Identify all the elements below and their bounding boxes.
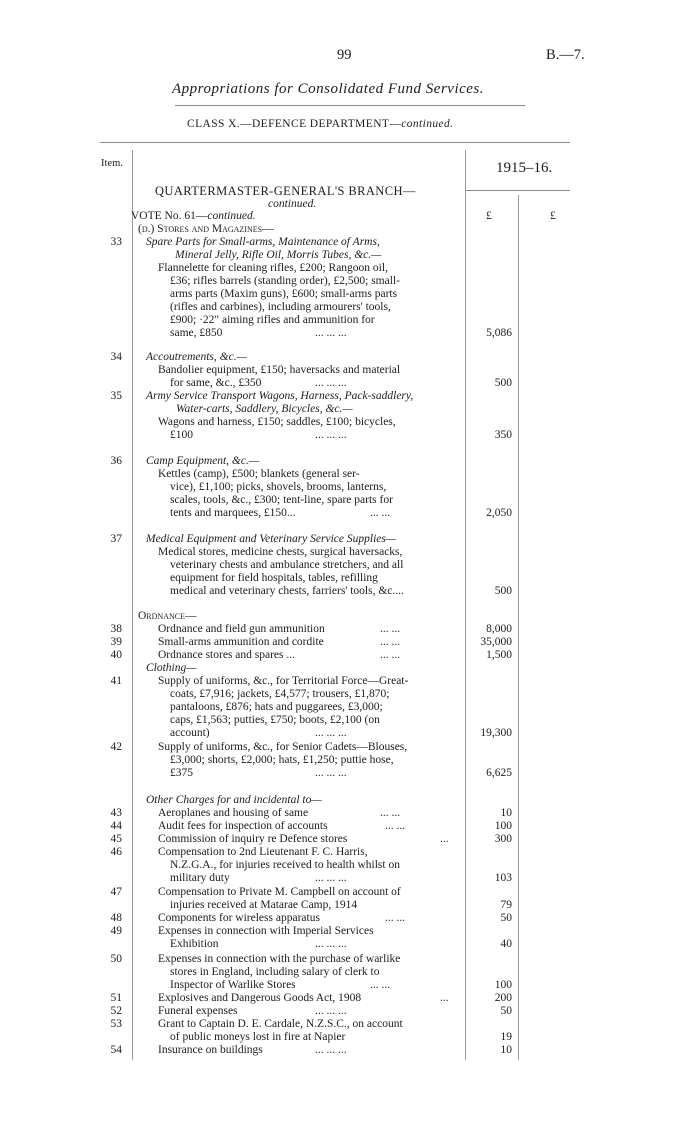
- item-text-line: Bandolier equipment, £150; haversacks and material: [158, 364, 401, 376]
- item-number: 42: [110, 741, 122, 753]
- year-column-heading: 1915–16.: [496, 160, 553, 176]
- vote-heading: [131, 210, 256, 222]
- dot-leader: ... ... ...: [315, 938, 347, 950]
- item-text-line: Insurance on buildings: [158, 1044, 263, 1056]
- dot-leader: ... ...: [380, 807, 401, 819]
- item-heading-line: Accoutrements, &c.—: [146, 351, 247, 363]
- item-text-line: military duty: [170, 872, 230, 884]
- dot-leader: ... ... ...: [315, 327, 347, 339]
- item-text-line: injuries received at Matarae Camp, 1914: [170, 899, 358, 911]
- other-charges-subhead: Other Charges for and incidental to—: [146, 794, 322, 806]
- item-amount: 100: [494, 820, 512, 832]
- dot-leader: ... ...: [385, 912, 406, 924]
- item-amount: 5,086: [486, 327, 512, 339]
- item-amount: 8,000: [486, 623, 512, 635]
- item-amount: 1,500: [486, 649, 512, 661]
- item-text-line: Ordnance stores and spares ...: [158, 649, 295, 661]
- dot-leader: ...: [440, 992, 449, 1004]
- item-number: 51: [110, 992, 122, 1004]
- item-amount: 10: [500, 807, 512, 819]
- item-amount: 100: [494, 979, 512, 991]
- item-amount: 79: [500, 899, 512, 911]
- item-text-line: coats, £7,916; jackets, £4,577; trousers, £1,870;: [170, 688, 390, 700]
- item-text-line: Wagons and harness, £150; saddles, £100; bicycles,: [158, 416, 396, 428]
- item-text-line: Compensation to 2nd Lieutenant F. C. Harris,: [158, 846, 368, 858]
- class-continued: continued.: [401, 118, 454, 130]
- item-text-line: Funeral expenses: [158, 1005, 238, 1017]
- dot-leader: ... ... ...: [315, 767, 347, 779]
- item-number: 41: [110, 675, 122, 687]
- item-text-line: tents and marquees, £150...: [170, 507, 296, 519]
- item-amount: 19,300: [480, 727, 512, 739]
- item-number: 54: [110, 1044, 122, 1056]
- dot-leader: ... ...: [370, 507, 391, 519]
- item-text-line: Flannelette for cleaning rifles, £200; Rangoon oil,: [158, 262, 388, 274]
- item-number: 33: [110, 236, 122, 248]
- item-text-line: Supply of uniforms, &c., for Senior Cadets—Blouses,: [158, 741, 408, 753]
- item-text-line: Supply of uniforms, &c., for Territorial Force—Great-: [158, 675, 409, 687]
- item-heading-line: Medical Equipment and Veterinary Service Supplies—: [146, 533, 397, 545]
- dot-leader: ... ...: [370, 979, 391, 991]
- item-amount: 350: [494, 429, 512, 441]
- item-amount: 50: [500, 1005, 512, 1017]
- item-text-line: Components for wireless apparatus: [158, 912, 320, 924]
- item-amount: 19: [500, 1031, 512, 1043]
- item-text-line: £36; rifles barrels (standing order), £2,500; small-: [170, 275, 400, 287]
- item-heading-line: Army Service Transport Wagons, Harness, Pack-saddlery,: [146, 390, 414, 402]
- dot-leader: ...: [440, 833, 449, 845]
- dot-leader: ... ...: [380, 636, 401, 648]
- amount-column-divider-mid: [518, 195, 519, 1060]
- item-amount: 500: [494, 585, 512, 597]
- item-column-label: Item.: [101, 158, 123, 169]
- item-text-line: Exhibition: [170, 938, 219, 950]
- item-text-line: £900; ·22" aiming rifles and ammunition for: [170, 314, 375, 326]
- header-rule: [100, 142, 570, 143]
- page-title: Appropriations for Consolidated Fund Services.: [172, 81, 485, 97]
- item-number: 50: [110, 953, 122, 965]
- item-text-line: Audit fees for inspection of accounts: [158, 820, 328, 832]
- page-reference: B.—7.: [546, 47, 585, 63]
- item-number: 48: [110, 912, 122, 924]
- item-text-line: Kettles (camp), £500; blankets (general ser-: [158, 468, 360, 480]
- item-text-line: vice), £1,100; picks, shovels, brooms, lanterns,: [170, 481, 387, 493]
- item-heading-line: Camp Equipment, &c.—: [146, 455, 260, 467]
- dot-leader: ... ...: [380, 623, 401, 635]
- item-text-line: veterinary chests and ambulance stretchers, and all: [170, 559, 404, 571]
- class-title: CLASS X.—DEFENCE DEPARTMENT—: [187, 118, 402, 130]
- item-text-line: Commission of inquiry re Defence stores: [158, 833, 348, 845]
- dot-leader: ... ... ...: [315, 727, 347, 739]
- item-text-line: medical and veterinary chests, farriers' tools, &c....: [170, 585, 404, 597]
- dot-leader: ... ...: [385, 820, 406, 832]
- item-number: 49: [110, 925, 122, 937]
- item-text-line: arms parts (Maxim guns), £600; small-arms parts: [170, 288, 398, 300]
- dot-leader: ... ...: [380, 649, 401, 661]
- pound-sign-2: £: [550, 210, 556, 222]
- item-text-line: equipment for field hospitals, tables, refilling: [170, 572, 378, 584]
- item-text-line: stores in England, including salary of clerk to: [170, 966, 380, 978]
- title-rule: [175, 105, 525, 106]
- item-number: 36: [110, 455, 122, 467]
- class-heading: [187, 118, 453, 130]
- item-text-line: Compensation to Private M. Campbell on account of: [158, 886, 401, 898]
- item-number: 52: [110, 1005, 122, 1017]
- pound-sign-1: £: [486, 210, 492, 222]
- item-number: 39: [110, 636, 122, 648]
- dot-leader: ... ... ...: [315, 872, 347, 884]
- item-text-line: account): [170, 727, 210, 739]
- item-amount: 300: [494, 833, 512, 845]
- item-text-line: £100: [170, 429, 193, 441]
- item-column-divider: [132, 150, 133, 1060]
- item-number: 44: [110, 820, 122, 832]
- dot-leader: ... ... ...: [315, 1005, 347, 1017]
- item-heading-line: Mineral Jelly, Rifle Oil, Morris Tubes, &c.—: [175, 249, 382, 261]
- clothing-subhead: Clothing—: [146, 662, 197, 674]
- item-number: 40: [110, 649, 122, 661]
- ordnance-subhead: Ordnance—: [138, 610, 197, 622]
- item-text-line: Inspector of Warlike Stores: [170, 979, 296, 991]
- item-number: 38: [110, 623, 122, 635]
- item-amount: 35,000: [480, 636, 512, 648]
- item-text-line: scales, tools, &c., £300; tent-line, spare parts for: [170, 494, 393, 506]
- item-amount: 10: [500, 1044, 512, 1056]
- item-text-line: for same, &c., £350: [170, 377, 262, 389]
- page-number: 99: [337, 47, 352, 63]
- item-text-line: Grant to Captain D. E. Cardale, N.Z.S.C., on account: [158, 1018, 403, 1030]
- item-text-line: £375: [170, 767, 193, 779]
- vote-continued: continued.: [207, 210, 256, 222]
- branch-continued: continued.: [268, 198, 317, 210]
- item-text-line: Small-arms ammunition and cordite: [158, 636, 324, 648]
- item-number: 46: [110, 846, 122, 858]
- item-number: 43: [110, 807, 122, 819]
- item-amount: 2,050: [486, 507, 512, 519]
- item-text-line: (rifles and carbines), including armourers' tools,: [170, 301, 391, 313]
- item-text-line: Ordnance and field gun ammunition: [158, 623, 325, 635]
- item-heading-line: Water-carts, Saddlery, Bicycles, &c.—: [176, 403, 353, 415]
- item-amount: 500: [494, 377, 512, 389]
- item-text-line: Expenses in connection with the purchase of warlike: [158, 953, 401, 965]
- branch-title: QUARTERMASTER-GENERAL'S BRANCH—: [155, 184, 416, 198]
- item-text-line: same, £850: [170, 327, 223, 339]
- item-text-line: Explosives and Dangerous Goods Act, 1908: [158, 992, 362, 1004]
- item-text-line: caps, £1,563; putties, £750; boots, £2,100 (on: [170, 714, 380, 726]
- vote-number: VOTE No. 61—: [131, 210, 208, 222]
- item-number: 47: [110, 886, 122, 898]
- item-number: 45: [110, 833, 122, 845]
- item-heading-line: Spare Parts for Small-arms, Maintenance of Arms,: [146, 236, 380, 248]
- dot-leader: ... ... ...: [315, 1044, 347, 1056]
- item-text-line: of public moneys lost in fire at Napier: [170, 1031, 346, 1043]
- item-number: 53: [110, 1018, 122, 1030]
- item-text-line: £3,000; shorts, £2,000; hats, £1,250; puttie hose,: [170, 754, 394, 766]
- item-number: 37: [110, 533, 122, 545]
- dot-leader: ... ... ...: [315, 377, 347, 389]
- dot-leader: ... ... ...: [315, 429, 347, 441]
- item-amount: 6,625: [486, 767, 512, 779]
- item-amount: 50: [500, 912, 512, 924]
- item-number: 35: [110, 390, 122, 402]
- item-amount: 103: [494, 872, 512, 884]
- item-number: 34: [110, 351, 122, 363]
- item-text-line: N.Z.G.A., for injuries received to health whilst on: [170, 859, 400, 871]
- item-amount: 40: [500, 938, 512, 950]
- stores-subhead: (d.) Stores and Magazines—: [138, 223, 274, 235]
- item-amount: 200: [494, 992, 512, 1004]
- item-text-line: Medical stores, medicine chests, surgical haversacks,: [158, 546, 403, 558]
- year-rule: [466, 190, 570, 191]
- item-text-line: Expenses in connection with Imperial Services: [158, 925, 374, 937]
- item-text-line: pantaloons, £876; hats and puggarees, £3,000;: [170, 701, 383, 713]
- item-text-line: Aeroplanes and housing of same: [158, 807, 309, 819]
